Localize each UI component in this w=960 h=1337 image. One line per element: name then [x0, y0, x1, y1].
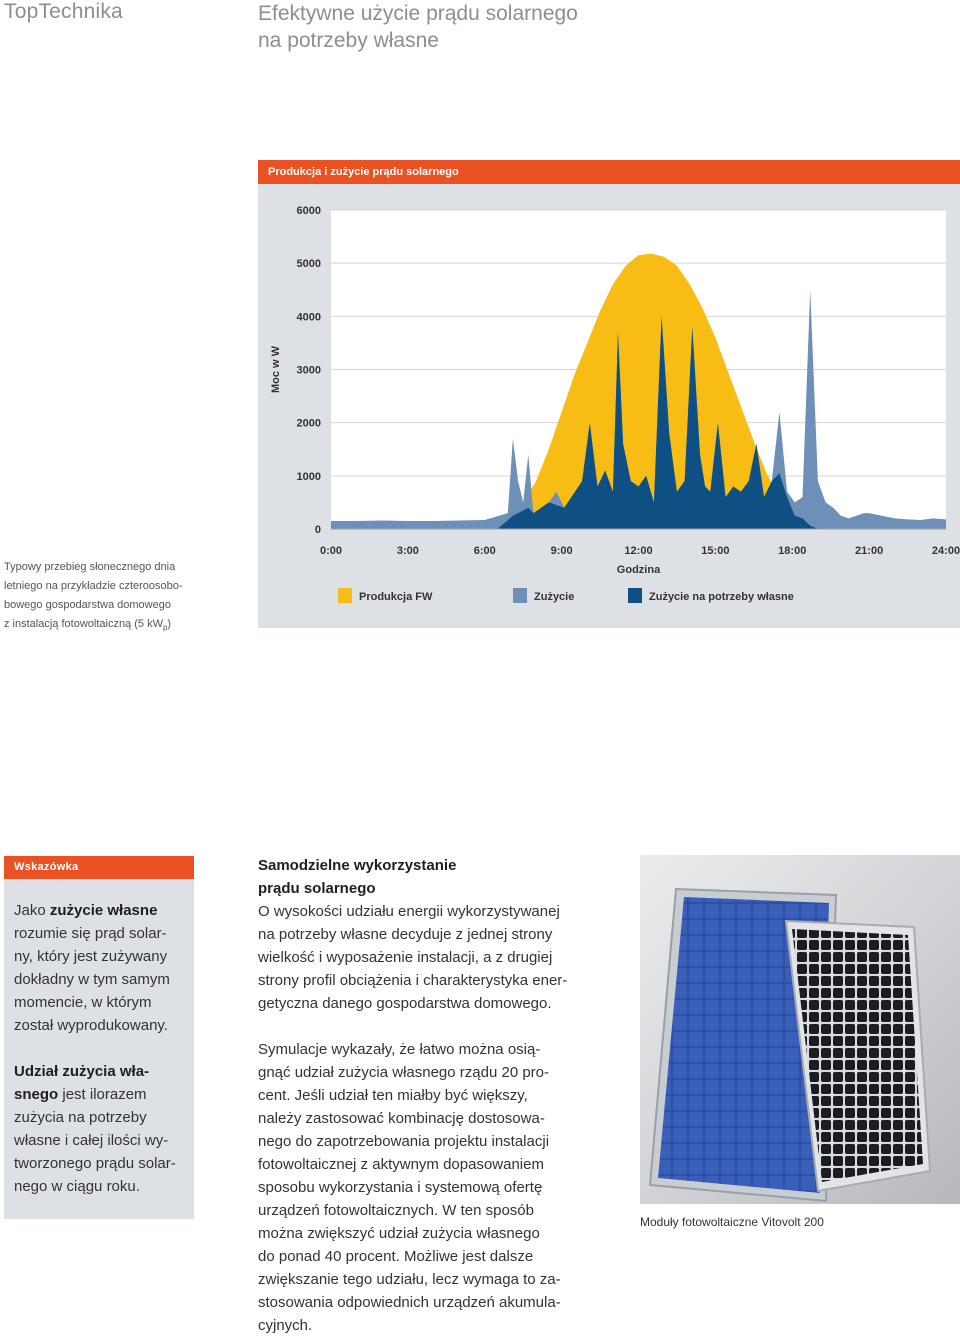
article-line: wielkość i wyposażenie instalacji, a z drugiej	[258, 949, 553, 966]
tip-box	[4, 856, 194, 1219]
x-axis-label: Godzina	[616, 564, 661, 576]
page-title: Efektywne użycie prądu solarnego na potrzeby własne	[258, 2, 578, 52]
article-paragraph-1	[258, 900, 598, 1015]
x-tick-label: 6:00	[473, 545, 496, 557]
x-tick-label: 0:00	[319, 545, 343, 557]
caption-line: bowego gospodarstwa domowego	[4, 599, 171, 611]
tip-line	[14, 899, 184, 922]
tip-line: zużycia na potrzeby	[14, 1109, 147, 1126]
article-heading	[258, 854, 598, 900]
photo-caption: Moduły fotowoltaiczne Vitovolt 200	[640, 1215, 824, 1229]
tip-line: nego w ciągu roku.	[14, 1178, 140, 1195]
y-tick-label: 1000	[296, 470, 321, 483]
caption-last-suffix: )	[167, 618, 172, 630]
legend-swatch	[628, 588, 642, 603]
x-tick-label: 9:00	[550, 545, 573, 557]
tip-line	[14, 1083, 184, 1106]
tip-bold-term: zużycie własne	[49, 902, 158, 919]
brand-name: TopTechnika	[4, 0, 123, 23]
caption-line: Typowy przebieg słonecznego dnia	[4, 561, 176, 573]
article-line: strony profil obciążenia i charakterystyka ener-	[258, 972, 568, 989]
chart-panel	[258, 160, 960, 628]
caption-subscript: p	[162, 623, 168, 633]
x-tick-label: 12:00	[624, 545, 653, 557]
article-line: cyjnych.	[258, 1317, 313, 1334]
caption-last-text: z instalacją fotowoltaiczną (5 kW	[4, 618, 163, 630]
y-tick-label: 4000	[296, 311, 321, 324]
x-tick-label: 15:00	[701, 545, 730, 557]
tip-line: ny, który jest zużywany	[14, 948, 168, 965]
tip-text-fragment: Jako	[14, 902, 50, 919]
chart-title: Produkcja i zużycie prądu solarnego	[258, 160, 960, 184]
article-line: nego do zapotrzebowania projektu instalacji	[258, 1133, 550, 1150]
tip-line: tworzonego prądu solar-	[14, 1155, 176, 1172]
solar-chart	[258, 160, 960, 628]
article	[258, 854, 598, 1337]
tip-line: rozumie się prąd solar-	[14, 925, 167, 942]
article-line: cent. Jeśli udział ten miałby być większy,	[258, 1087, 528, 1104]
tip-bold-term: Udział zużycia wła-	[14, 1063, 150, 1080]
x-tick-label: 3:00	[396, 545, 419, 557]
tip-line: został wyprodukowany.	[14, 1017, 168, 1034]
article-line: na potrzeby własne decyduje z jednej strony	[258, 926, 553, 943]
legend-label: Zużycie	[534, 591, 575, 603]
tip-line: własne i całej ilości wy-	[14, 1132, 169, 1149]
tip-spacer	[14, 1037, 184, 1060]
chart-caption	[4, 558, 254, 637]
y-tick-label: 5000	[296, 258, 321, 271]
article-line: getyczna danego gospodarstwa domowego.	[258, 995, 552, 1012]
article-line: zwiększanie tego udziału, lecz wymaga to za-	[258, 1271, 561, 1288]
article-line: O wysokości udziału energii wykorzystywanej	[258, 903, 560, 920]
legend-label: Zużycie na potrzeby własne	[649, 591, 794, 603]
article-paragraph-2	[258, 1038, 598, 1337]
x-tick-label: 18:00	[778, 545, 807, 557]
pv-modules-photo	[640, 855, 960, 1204]
heading-line: Samodzielne wykorzystanie	[258, 857, 457, 874]
article-line: gnąć udział zużycia własnego rządu 20 pro-	[258, 1064, 549, 1081]
y-axis-label: Moc w W	[270, 345, 282, 394]
y-tick-label: 3000	[296, 364, 321, 377]
tip-text	[4, 879, 194, 1198]
caption-line	[4, 615, 254, 637]
legend-swatch	[513, 588, 527, 603]
x-tick-label: 24:00	[931, 545, 960, 557]
y-tick-label: 2000	[296, 417, 321, 430]
legend-label: Produkcja FW	[359, 591, 433, 603]
article-line: Symulacje wykazały, że łatwo można osią-	[258, 1041, 541, 1058]
tip-text-fragment: jest ilorazem	[58, 1086, 147, 1103]
article-line: urządzeń fotowoltaicznych. W ten sposób	[258, 1202, 534, 1219]
article-line: należy zastosować kombinację dostosowa-	[258, 1110, 545, 1127]
tip-line	[14, 1060, 184, 1083]
legend-swatch	[338, 588, 352, 603]
y-tick-label: 0	[314, 524, 321, 536]
x-tick-label: 21:00	[855, 545, 884, 557]
tip-bold-term: snego	[14, 1086, 59, 1103]
tip-line: momencie, w którym	[14, 994, 152, 1011]
tip-header: Wskazówka	[4, 856, 194, 879]
article-line: stosowania odpowiednich urządzeń akumula-	[258, 1294, 561, 1311]
caption-line: letniego na przykładzie czteroosobo-	[4, 580, 183, 592]
article-line: do ponad 40 procent. Możliwe jest dalsze	[258, 1248, 534, 1265]
article-line: można zwiększyć udział zużycia własnego	[258, 1225, 540, 1242]
heading-line: prądu solarnego	[258, 880, 376, 897]
article-line: sposobu wykorzystania i systemową ofertę	[258, 1179, 543, 1196]
tip-line: dokładny w tym samym	[14, 971, 170, 988]
article-line: fotowoltaicznej z aktywnym dopasowaniem	[258, 1156, 544, 1173]
y-tick-label: 6000	[296, 205, 321, 217]
pv-modules-illustration	[640, 855, 960, 1204]
